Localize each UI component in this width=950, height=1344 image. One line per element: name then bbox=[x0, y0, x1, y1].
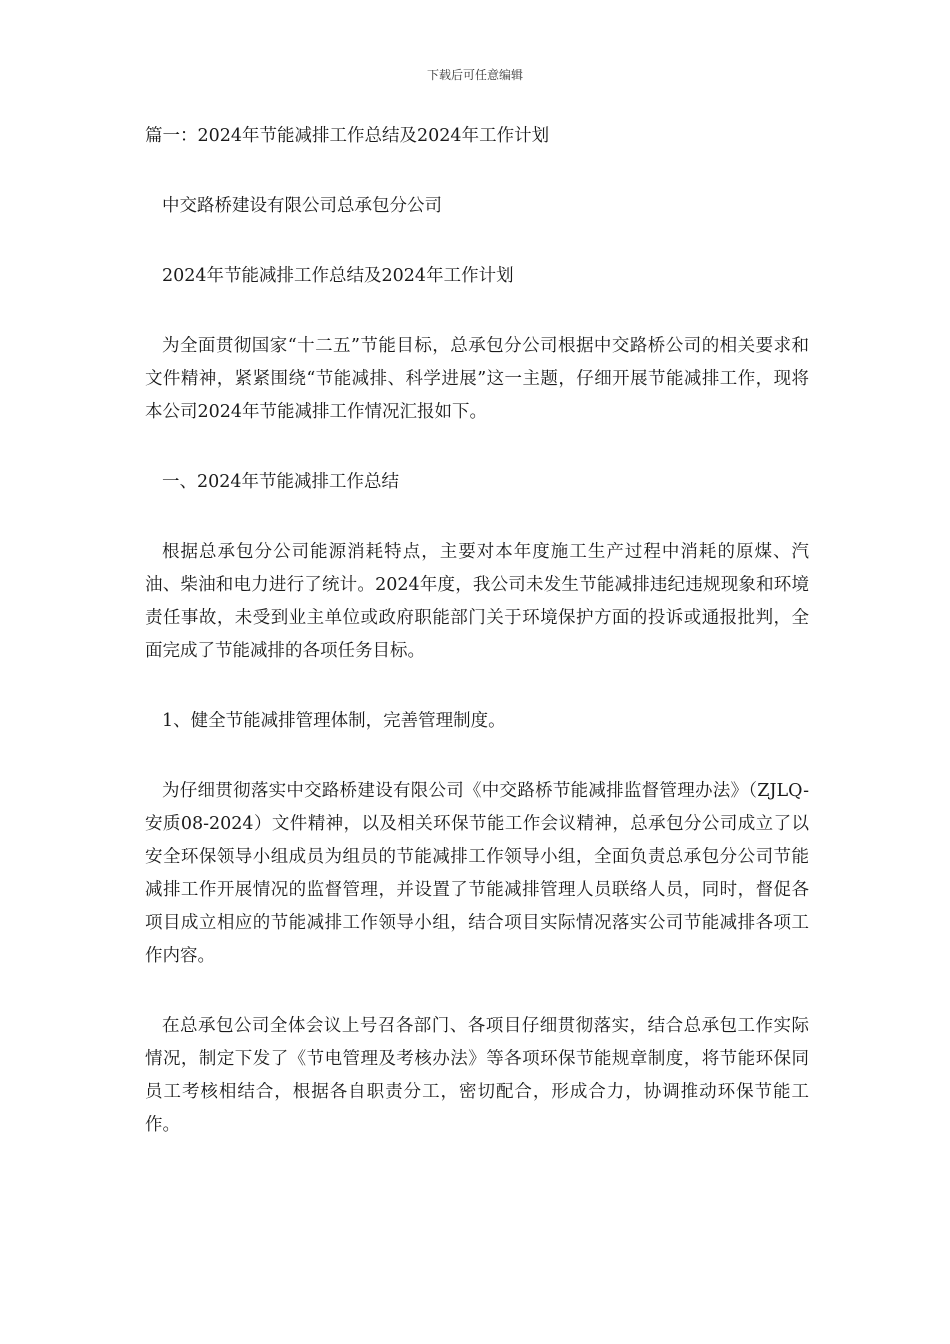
subsection-heading-1: 1、健全节能减排管理体制，完善管理制度。 bbox=[162, 711, 506, 731]
company-name: 中交路桥建设有限公司总承包分公司 bbox=[162, 196, 442, 216]
header-note: 下载后可任意编辑 bbox=[426, 68, 523, 82]
meeting-paragraph: 在总承包公司全体会议上号召各部门、各项目仔细贯彻落实，结合总承包工作实际情况，制定下发了《节电管理及考核办法》等各项环保节能规章制度，将节能环保同员工考核相结合，根据各自职责分工，密切配合，形成合力，协调推动环保节能工作。 bbox=[145, 1016, 809, 1135]
summary-paragraph: 根据总承包分公司能源消耗特点，主要对本年度施工生产过程中消耗的原煤、汽油、柴油和电力进行了统计。2024年度，我公司未发生节能减排违纪违规现象和环境责任事故，未受到业主单位或政府职能部门关于环境保护方面的投诉或通报批判，全面完成了节能减排的各项任务目标。 bbox=[145, 542, 809, 661]
chapter-title: 篇一：2024年节能减排工作总结及2024年工作计划 bbox=[145, 126, 550, 146]
document-title: 2024年节能减排工作总结及2024年工作计划 bbox=[162, 266, 514, 286]
intro-paragraph: 为全面贯彻国家“十二五”节能目标，总承包分公司根据中交路桥公司的相关要求和文件精神，紧紧围绕“节能减排、科学进展”这一主题，仔细开展节能减排工作，现将本公司2024年节能减排工作情况汇报如下。 bbox=[145, 336, 809, 422]
section-heading-1: 一、2024年节能减排工作总结 bbox=[162, 472, 400, 492]
document-body bbox=[145, 120, 809, 1142]
management-paragraph: 为仔细贯彻落实中交路桥建设有限公司《中交路桥节能减排监督管理办法》（ZJLQ-安质08-2024）文件精神，以及相关环保节能工作会议精神，总承包分公司成立了以安全环保领导小组成员为组员的节能减排工作领导小组，全面负责总承包分公司节能减排工作开展情况的监督管理，并设置了节能减排管理人员联络人员，同时，督促各项目成立相应的节能减排工作领导小组，结合项目实际情况落实公司节能减排各项工作内容。 bbox=[145, 781, 809, 966]
